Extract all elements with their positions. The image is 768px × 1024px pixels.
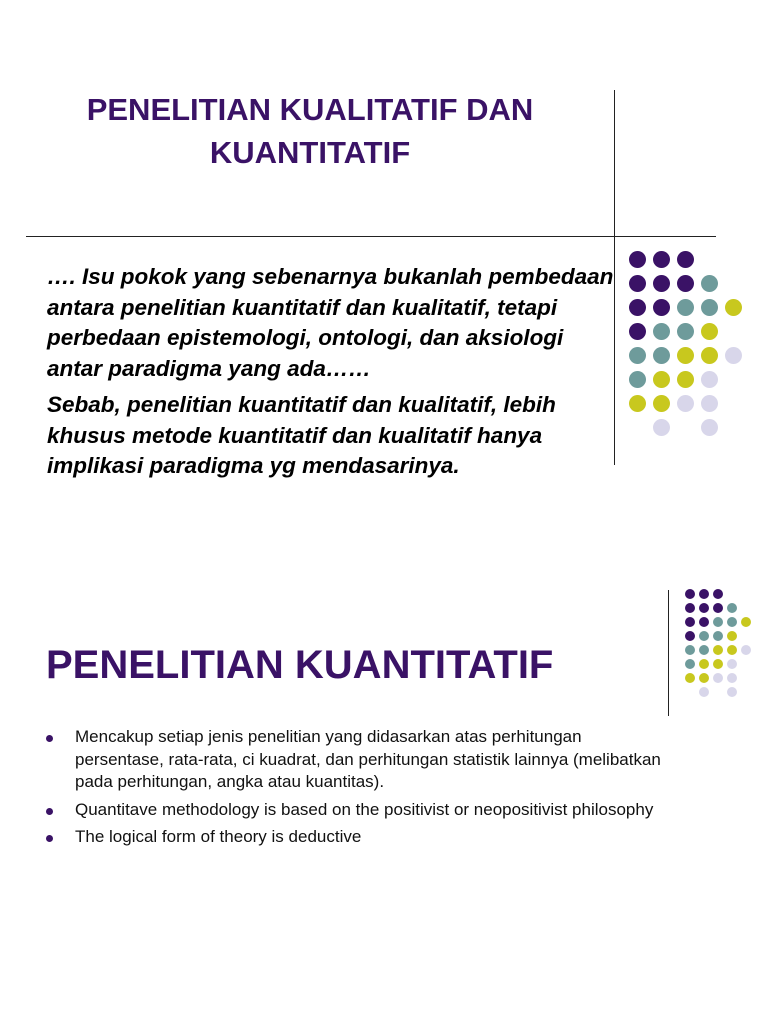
dot (653, 275, 670, 292)
dot (677, 251, 694, 268)
dot (685, 659, 695, 669)
dot (725, 299, 742, 316)
dot (653, 251, 670, 268)
dot (685, 589, 695, 599)
dot (699, 589, 709, 599)
dot (699, 659, 709, 669)
dot (653, 299, 670, 316)
list-item (46, 726, 666, 794)
slide-1-body (47, 262, 617, 482)
dot (699, 645, 709, 655)
dot (713, 589, 723, 599)
dot (699, 603, 709, 613)
dot (677, 347, 694, 364)
dot (727, 673, 737, 683)
slide-2-title: PENELITIAN KUANTITATIF (46, 643, 554, 687)
dot (677, 371, 694, 388)
dot (677, 299, 694, 316)
dot (677, 275, 694, 292)
slide-1-title: PENELITIAN KUALITATIF DAN KUANTITATIF (86, 92, 534, 170)
divider-horizontal (26, 236, 716, 237)
dot (727, 617, 737, 627)
dot (727, 687, 737, 697)
slide-2 (0, 560, 768, 1024)
dot (677, 395, 694, 412)
dot (713, 659, 723, 669)
dot (713, 603, 723, 613)
dot (701, 323, 718, 340)
dot (701, 347, 718, 364)
dot (701, 275, 718, 292)
dot (629, 395, 646, 412)
dot (727, 645, 737, 655)
dot (685, 617, 695, 627)
slide-1-paragraph-1: …. Isu pokok yang sebenarnya bukanlah pembedaan antara penelitian kuantitatif dan kualitatif, tetapi perbedaan epistemologi, ontologi, dan aksiologi antar paradigma yang ada…… (47, 264, 614, 381)
dot (685, 603, 695, 613)
bullet-icon (46, 735, 53, 742)
slide-1-paragraph-2: Sebab, penelitian kuantitatif dan kualitatif, lebih khusus metode kuantitatif dan kualitatif hanya implikasi paradigma yg mendasarinya. (47, 392, 556, 478)
dot (701, 395, 718, 412)
dot (653, 323, 670, 340)
dot (653, 347, 670, 364)
dot (629, 323, 646, 340)
bullet-icon (46, 808, 53, 815)
dot (701, 371, 718, 388)
divider-vertical (668, 590, 669, 716)
dot (701, 419, 718, 436)
dot (713, 645, 723, 655)
dot (629, 251, 646, 268)
dot (713, 617, 723, 627)
dot (727, 631, 737, 641)
list-item (46, 826, 666, 849)
dot (699, 673, 709, 683)
dot (629, 347, 646, 364)
dot (741, 617, 751, 627)
list-item-text: Quantitave methodology is based on the positivist or neopositivist philosophy (75, 799, 654, 819)
dot (677, 323, 694, 340)
dot (685, 631, 695, 641)
dot (727, 659, 737, 669)
dot (699, 617, 709, 627)
list-item-text: The logical form of theory is deductive (75, 827, 362, 846)
dot (701, 299, 718, 316)
dot (725, 347, 742, 364)
dot (653, 395, 670, 412)
dot (629, 371, 646, 388)
dot (741, 645, 751, 655)
dot (699, 631, 709, 641)
list-item (46, 799, 666, 822)
dot (629, 299, 646, 316)
dot (713, 631, 723, 641)
dot (685, 673, 695, 683)
dot (685, 645, 695, 655)
dot (727, 603, 737, 613)
dot (653, 371, 670, 388)
dot (713, 673, 723, 683)
bullet-icon (46, 835, 53, 842)
dot (629, 275, 646, 292)
list-item-text: Mencakup setiap jenis penelitian yang didasarkan atas perhitungan persentase, rata-rata, ci kuadrat, dan perhitungan statistik lainnya (melibatkan pada perhitungan, angka atau kuantitas). (75, 727, 661, 791)
bullet-list (46, 726, 666, 854)
dot (653, 419, 670, 436)
dot (699, 687, 709, 697)
